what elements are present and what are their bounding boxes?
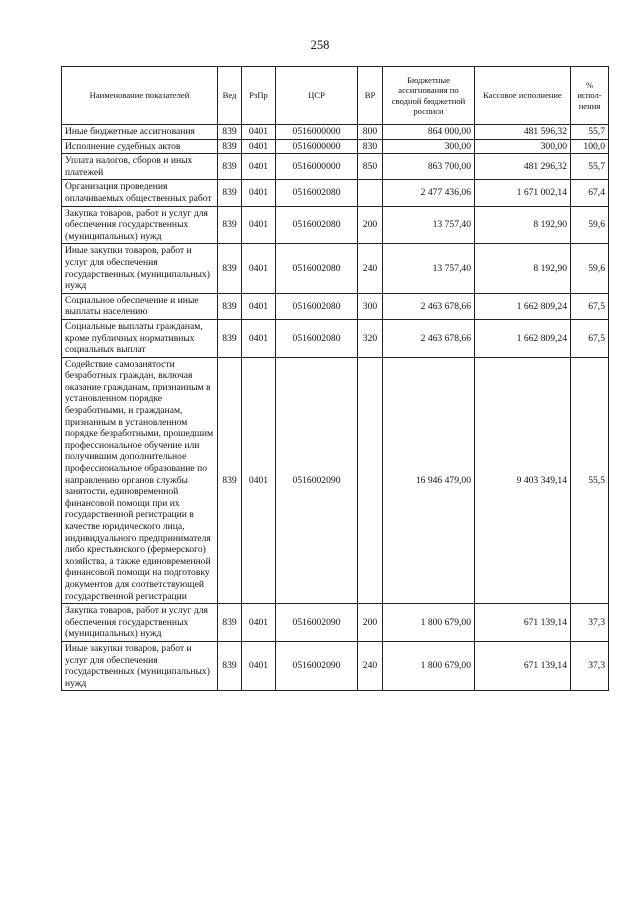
cell-name: Социальные выплаты гражданам, кроме публичных нормативных социальных выплат <box>62 319 218 357</box>
cell-budget: 2 477 436,06 <box>383 180 475 206</box>
cell-cash: 1 662 809,24 <box>475 319 571 357</box>
cell-percent: 67,5 <box>571 293 609 319</box>
cell-rzpr: 0401 <box>242 293 276 319</box>
cell-rzpr: 0401 <box>242 206 276 244</box>
cell-name: Уплата налогов, сборов и иных платежей <box>62 154 218 180</box>
page-number: 258 <box>310 38 330 52</box>
cell-vr: 830 <box>358 139 383 154</box>
cell-ved: 839 <box>218 293 242 319</box>
table-row <box>62 180 609 206</box>
header-vr: ВР <box>358 67 383 125</box>
cell-rzpr: 0401 <box>242 641 276 690</box>
header-cash: Кассовое исполнение <box>475 67 571 125</box>
cell-name: Закупка товаров, работ и услуг для обеспечения государственных (муниципальных) нужд <box>62 206 218 244</box>
cell-budget: 13 757,40 <box>383 244 475 293</box>
cell-budget: 1 800 679,00 <box>383 604 475 642</box>
header-name: Наименование показателей <box>62 67 218 125</box>
cell-ved: 839 <box>218 139 242 154</box>
cell-csr: 0516002080 <box>276 244 358 293</box>
cell-ved: 839 <box>218 154 242 180</box>
cell-rzpr: 0401 <box>242 357 276 603</box>
cell-cash: 481 296,32 <box>475 154 571 180</box>
cell-ved: 839 <box>218 244 242 293</box>
cell-csr: 0516000000 <box>276 139 358 154</box>
cell-ved: 839 <box>218 641 242 690</box>
cell-budget: 864 000,00 <box>383 125 475 140</box>
cell-vr: 240 <box>358 244 383 293</box>
header-percent: % испол-нения <box>571 67 609 125</box>
cell-ved: 839 <box>218 319 242 357</box>
cell-cash: 8 192,90 <box>475 206 571 244</box>
cell-cash: 481 596,32 <box>475 125 571 140</box>
cell-csr: 0516002080 <box>276 206 358 244</box>
cell-rzpr: 0401 <box>242 244 276 293</box>
cell-csr: 0516002080 <box>276 180 358 206</box>
cell-csr: 0516000000 <box>276 125 358 140</box>
header-rzpr: РзПр <box>242 67 276 125</box>
cell-vr: 850 <box>358 154 383 180</box>
cell-rzpr: 0401 <box>242 604 276 642</box>
cell-percent: 59,6 <box>571 206 609 244</box>
cell-vr: 300 <box>358 293 383 319</box>
table-row <box>62 244 609 293</box>
header-ved: Вед <box>218 67 242 125</box>
cell-budget: 300,00 <box>383 139 475 154</box>
cell-rzpr: 0401 <box>242 154 276 180</box>
cell-name: Организация проведения оплачиваемых общественных работ <box>62 180 218 206</box>
cell-csr: 0516002090 <box>276 641 358 690</box>
budget-execution-table <box>61 66 609 691</box>
cell-vr: 200 <box>358 206 383 244</box>
table-row <box>62 139 609 154</box>
cell-ved: 839 <box>218 206 242 244</box>
cell-vr: 320 <box>358 319 383 357</box>
cell-name: Социальное обеспечение и иные выплаты населению <box>62 293 218 319</box>
cell-budget: 2 463 678,66 <box>383 319 475 357</box>
cell-vr: 800 <box>358 125 383 140</box>
cell-name: Исполнение судебных актов <box>62 139 218 154</box>
header-budget: Бюджетные ассигнования по сводной бюджетной росписи <box>383 67 475 125</box>
cell-csr: 0516002090 <box>276 604 358 642</box>
cell-budget: 13 757,40 <box>383 206 475 244</box>
cell-cash: 671 139,14 <box>475 604 571 642</box>
cell-csr: 0516002080 <box>276 319 358 357</box>
cell-vr <box>358 180 383 206</box>
cell-cash: 1 671 002,14 <box>475 180 571 206</box>
cell-name: Иные бюджетные ассигнования <box>62 125 218 140</box>
cell-percent: 55,7 <box>571 125 609 140</box>
table-row <box>62 125 609 140</box>
cell-ved: 839 <box>218 180 242 206</box>
table-body <box>62 125 609 691</box>
table-row <box>62 293 609 319</box>
cell-csr: 0516000000 <box>276 154 358 180</box>
cell-budget: 16 946 479,00 <box>383 357 475 603</box>
cell-percent: 55,7 <box>571 154 609 180</box>
cell-budget: 1 800 679,00 <box>383 641 475 690</box>
table-header-row <box>62 67 609 125</box>
cell-cash: 1 662 809,24 <box>475 293 571 319</box>
cell-percent: 37,3 <box>571 641 609 690</box>
cell-vr: 240 <box>358 641 383 690</box>
header-csr: ЦСР <box>276 67 358 125</box>
cell-ved: 839 <box>218 604 242 642</box>
table-row <box>62 154 609 180</box>
cell-vr <box>358 357 383 603</box>
table-row <box>62 641 609 690</box>
cell-cash: 8 192,90 <box>475 244 571 293</box>
cell-percent: 67,4 <box>571 180 609 206</box>
cell-percent: 37,3 <box>571 604 609 642</box>
cell-percent: 59,6 <box>571 244 609 293</box>
cell-cash: 300,00 <box>475 139 571 154</box>
cell-csr: 0516002080 <box>276 293 358 319</box>
table-row <box>62 604 609 642</box>
cell-name: Содействие самозанятости безработных граждан, включая оказание гражданам, признанным в установленном порядке безработными, и гражданам, признанным в установленном порядке безработными, прошедшим профессиональное обучение или получившим дополнительное профессиональное образование по направлению органов службы занятости, единовременной финансовой помощи при их государственной регистрации в качестве юридического лица, индивидуального предпринимателя либо крестьянского (фермерского) хозяйства, а также единовременной финансовой помощи на подготовку документов для соответствующей государственной регистрации <box>62 357 218 603</box>
cell-rzpr: 0401 <box>242 139 276 154</box>
cell-cash: 671 139,14 <box>475 641 571 690</box>
cell-rzpr: 0401 <box>242 319 276 357</box>
cell-csr: 0516002090 <box>276 357 358 603</box>
cell-cash: 9 403 349,14 <box>475 357 571 603</box>
cell-name: Иные закупки товаров, работ и услуг для обеспечения государственных (муниципальных) нужд <box>62 244 218 293</box>
cell-rzpr: 0401 <box>242 180 276 206</box>
cell-percent: 55,5 <box>571 357 609 603</box>
cell-name: Иные закупки товаров, работ и услуг для обеспечения государственных (муниципальных) нужд <box>62 641 218 690</box>
table-row <box>62 357 609 603</box>
cell-rzpr: 0401 <box>242 125 276 140</box>
table-row <box>62 206 609 244</box>
cell-budget: 863 700,00 <box>383 154 475 180</box>
table-row <box>62 319 609 357</box>
cell-budget: 2 463 678,66 <box>383 293 475 319</box>
cell-name: Закупка товаров, работ и услуг для обеспечения государственных (муниципальных) нужд <box>62 604 218 642</box>
cell-percent: 100,0 <box>571 139 609 154</box>
cell-percent: 67,5 <box>571 319 609 357</box>
cell-ved: 839 <box>218 357 242 603</box>
cell-vr: 200 <box>358 604 383 642</box>
cell-ved: 839 <box>218 125 242 140</box>
